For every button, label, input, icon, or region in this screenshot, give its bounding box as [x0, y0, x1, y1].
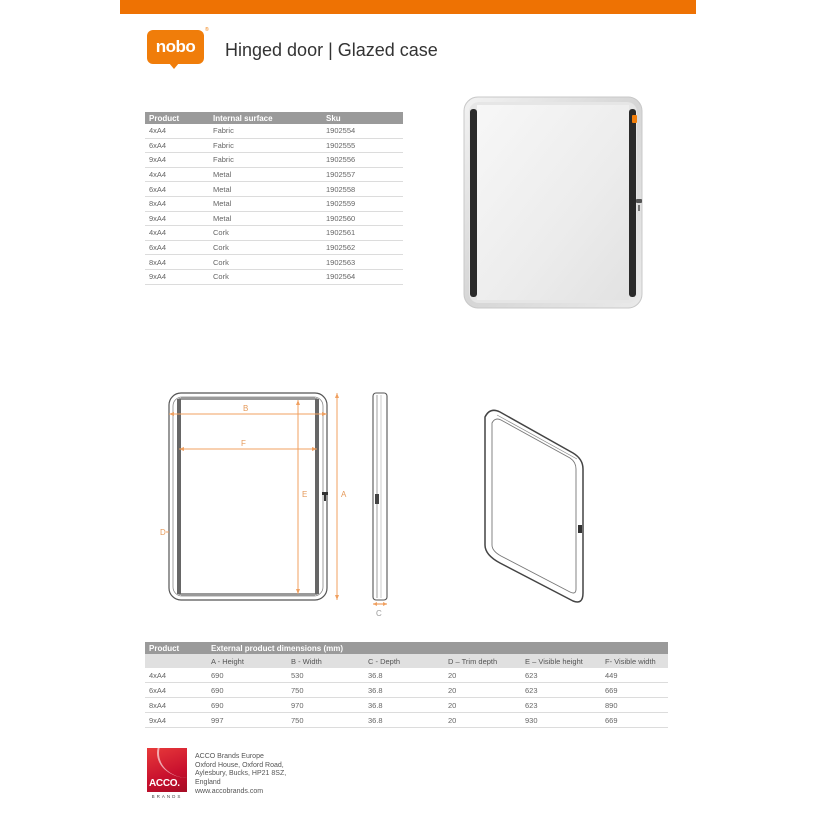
subheader-blank	[145, 654, 207, 668]
swoosh-icon	[157, 748, 187, 778]
left-gasket	[470, 109, 477, 297]
address-line-2: Aylesbury, Bucks, HP21 8SZ,	[195, 770, 287, 778]
label-a: A	[341, 490, 347, 499]
address-company: ACCO Brands Europe	[195, 753, 264, 760]
cell-surface: Metal	[209, 211, 322, 226]
col-product: Product	[145, 112, 209, 124]
col-sku: Sku	[322, 112, 403, 124]
table-row	[145, 211, 403, 226]
table-row	[145, 269, 403, 284]
cell-surface: Cork	[209, 269, 322, 284]
cell-f: 449	[601, 668, 668, 683]
cell-surface: Fabric	[209, 153, 322, 168]
label-b: B	[243, 404, 249, 413]
cell-sku: 1902563	[322, 255, 403, 270]
table-row	[145, 698, 668, 713]
cell-e: 623	[521, 683, 601, 698]
cell-c: 36.8	[364, 698, 444, 713]
website-link[interactable]: www.accobrands.com	[195, 787, 264, 795]
cell-product: 4xA4	[145, 226, 209, 241]
address-country: England	[195, 779, 221, 787]
dimensions-table	[145, 642, 668, 728]
cell-sku: 1902558	[322, 182, 403, 197]
perspective-view	[485, 410, 583, 602]
cell-sku: 1902554	[322, 124, 403, 138]
top-accent-bar	[120, 0, 696, 14]
cell-surface: Cork	[209, 240, 322, 255]
col-f-visible-width: F- Visible width	[601, 654, 668, 668]
address-line-1: Oxford House, Oxford Road,	[195, 761, 284, 769]
cell-surface: Metal	[209, 182, 322, 197]
cell-b: 530	[287, 668, 364, 683]
table-row	[145, 153, 403, 168]
cell-product: 4xA4	[145, 124, 209, 138]
cell-sku: 1902557	[322, 167, 403, 182]
dimensions-table-subheader	[145, 654, 668, 668]
cell-e: 930	[521, 713, 601, 728]
cell-e: 623	[521, 668, 601, 683]
table-row	[145, 196, 403, 211]
nobo-logo	[147, 27, 209, 70]
sku-table-header	[145, 112, 403, 124]
nobo-logo-tail	[169, 63, 179, 69]
acco-logo	[147, 748, 187, 802]
col-d-trim-depth: D – Trim depth	[444, 654, 521, 668]
cell-surface: Cork	[209, 255, 322, 270]
cell-a: 997	[207, 713, 287, 728]
cell-product: 6xA4	[145, 182, 209, 197]
cell-f: 669	[601, 713, 668, 728]
cell-sku: 1902555	[322, 138, 403, 153]
col-internal-surface: Internal surface	[209, 112, 322, 124]
table-row	[145, 683, 668, 698]
col-b-width: B - Width	[287, 654, 364, 668]
cell-a: 690	[207, 668, 287, 683]
cell-a: 690	[207, 698, 287, 713]
table-row	[145, 182, 403, 197]
table-row	[145, 138, 403, 153]
cell-product: 8xA4	[145, 698, 207, 713]
cell-sku: 1902561	[322, 226, 403, 241]
registered-mark: ®	[205, 27, 209, 33]
dimensions-table-header	[145, 642, 668, 654]
cell-product: 8xA4	[145, 255, 209, 270]
company-address	[195, 753, 355, 797]
cell-b: 750	[287, 683, 364, 698]
cell-sku: 1902559	[322, 196, 403, 211]
nobo-badge	[632, 115, 637, 123]
cell-c: 36.8	[364, 668, 444, 683]
table-row	[145, 668, 668, 683]
cell-sku: 1902560	[322, 211, 403, 226]
cell-f: 890	[601, 698, 668, 713]
cell-d: 20	[444, 683, 521, 698]
cell-sku: 1902564	[322, 269, 403, 284]
cell-e: 623	[521, 698, 601, 713]
cell-product: 6xA4	[145, 240, 209, 255]
technical-drawing	[155, 385, 605, 620]
cell-a: 690	[207, 683, 287, 698]
col-c-depth: C - Depth	[364, 654, 444, 668]
cell-product: 9xA4	[145, 211, 209, 226]
cell-b: 750	[287, 713, 364, 728]
cell-product: 8xA4	[145, 196, 209, 211]
product-photo	[462, 95, 644, 310]
cell-sku: 1902556	[322, 153, 403, 168]
label-d: D	[160, 528, 166, 537]
col-a-height: A - Height	[207, 654, 287, 668]
cell-product: 6xA4	[145, 138, 209, 153]
label-c: C	[376, 609, 382, 618]
label-f: F	[241, 439, 246, 448]
acco-logo-mark	[147, 748, 187, 792]
cell-surface: Cork	[209, 226, 322, 241]
label-e: E	[302, 490, 308, 499]
cell-c: 36.8	[364, 713, 444, 728]
cell-f: 669	[601, 683, 668, 698]
cell-surface: Metal	[209, 167, 322, 182]
cell-surface: Fabric	[209, 138, 322, 153]
cell-b: 970	[287, 698, 364, 713]
table-row	[145, 255, 403, 270]
nobo-logo-wordmark: nobo	[147, 30, 204, 64]
col-product: Product	[145, 642, 207, 654]
cell-surface: Fabric	[209, 124, 322, 138]
cell-d: 20	[444, 668, 521, 683]
cell-surface: Metal	[209, 196, 322, 211]
table-row	[145, 124, 403, 138]
table-row	[145, 167, 403, 182]
front-view	[160, 393, 347, 600]
cell-product: 4xA4	[145, 167, 209, 182]
acco-logo-sub: BRANDS	[151, 794, 183, 799]
acco-logo-word: ACCO.	[149, 778, 180, 789]
cell-product: 4xA4	[145, 668, 207, 683]
side-view	[373, 393, 387, 618]
right-gasket	[629, 109, 636, 297]
cell-product: 6xA4	[145, 683, 207, 698]
cell-product: 9xA4	[145, 269, 209, 284]
cell-d: 20	[444, 698, 521, 713]
col-external-dimensions: External product dimensions (mm)	[207, 642, 668, 654]
table-row	[145, 713, 668, 728]
cell-product: 9xA4	[145, 713, 207, 728]
table-row	[145, 240, 403, 255]
cell-product: 9xA4	[145, 153, 209, 168]
sku-table	[145, 112, 403, 285]
table-row	[145, 226, 403, 241]
cell-c: 36.8	[364, 683, 444, 698]
page-title: Hinged door | Glazed case	[225, 40, 438, 60]
cell-sku: 1902562	[322, 240, 403, 255]
cell-d: 20	[444, 713, 521, 728]
col-e-visible-height: E – Visible height	[521, 654, 601, 668]
